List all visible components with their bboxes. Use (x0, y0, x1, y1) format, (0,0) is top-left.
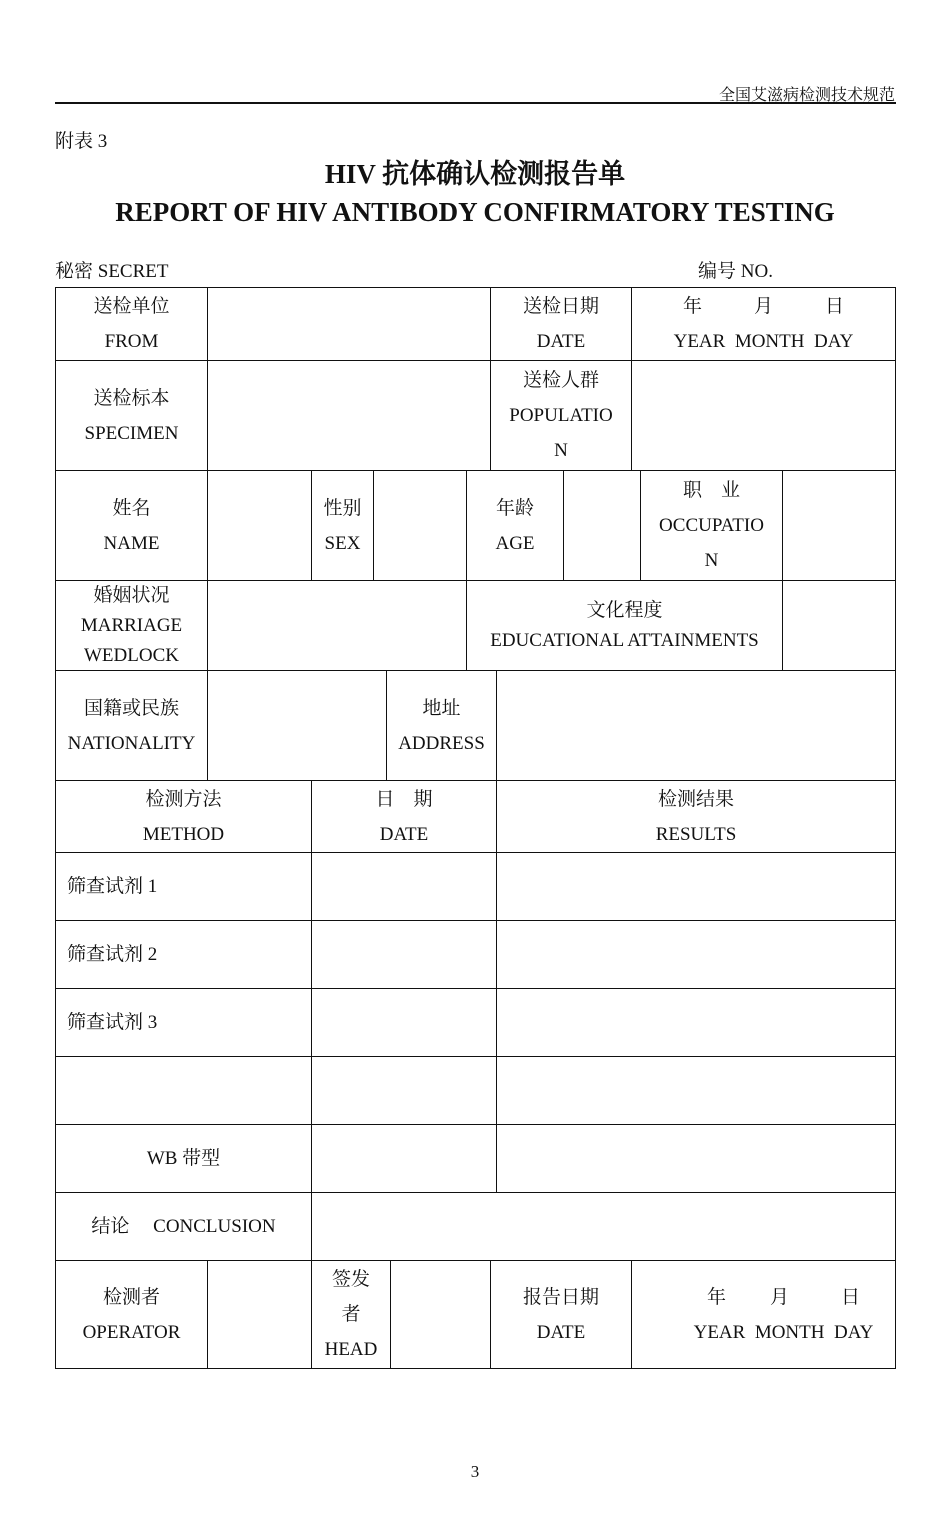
name-label-cell (55, 470, 208, 581)
wb-band-date-field[interactable] (311, 1124, 497, 1193)
nationality-label-cell (55, 670, 208, 781)
wb-band-label: WB 带型 (146, 1148, 221, 1169)
secret-label: 秘密 SECRET (55, 261, 169, 282)
screening-reagent-2-date-field[interactable] (311, 920, 497, 989)
from-label-cell (55, 287, 208, 361)
conclusion-value-field[interactable] (311, 1192, 896, 1261)
report-date-label-cell (490, 1260, 632, 1369)
sex-label-zh: 性别 (323, 497, 362, 519)
age-label-en: AGE (495, 532, 535, 554)
address-value-field[interactable] (496, 670, 896, 781)
report-date-label-en: DATE (536, 1321, 586, 1343)
population-value-field[interactable] (631, 360, 896, 471)
screening-reagent-3-label (55, 988, 312, 1057)
specimen-label-en: SPECIMEN (84, 422, 179, 444)
head-signature-field[interactable] (390, 1260, 491, 1369)
conclusion-label-cell (55, 1192, 312, 1261)
operator-label-zh: 检测者 (102, 1286, 160, 1308)
from-label-zh: 送检单位 (93, 296, 170, 317)
address-label-zh: 地址 (422, 697, 461, 719)
operator-label-cell (55, 1260, 208, 1369)
screening-reagent-2-result-field[interactable] (496, 920, 896, 989)
marriage-label-en1: MARRIAGE (80, 614, 183, 636)
screening-reagent-3-text: 筛查试剂 3 (67, 1012, 158, 1033)
title-chinese: HIV 抗体确认检测报告单 (324, 159, 626, 189)
screening-reagent-3-date-field[interactable] (311, 988, 497, 1057)
nationality-label-zh: 国籍或民族 (83, 697, 179, 719)
conclusion-label: 结论 CONCLUSION (91, 1216, 276, 1237)
name-value-field[interactable] (207, 470, 312, 581)
blank-method-field[interactable] (55, 1056, 312, 1125)
results-header-zh: 检测结果 (657, 788, 734, 810)
sex-label-cell (311, 470, 374, 581)
education-value-field[interactable] (782, 580, 896, 671)
page-number: 3 (470, 1462, 480, 1481)
appendix-label: 附表 3 (55, 131, 108, 152)
method-header-en: METHOD (142, 823, 225, 845)
running-header: 全国艾滋病检测技术规范 (718, 87, 895, 104)
name-label-zh: 姓名 (112, 497, 151, 519)
screening-reagent-2-text: 筛查试剂 2 (67, 944, 158, 965)
serial-number-label: 编号 NO. (698, 261, 773, 282)
month-zh: 月 (753, 296, 773, 317)
screening-reagent-1-label (55, 852, 312, 921)
occupation-label-en: OCCUPATION (659, 515, 764, 571)
occupation-label-cell (640, 470, 783, 581)
screening-reagent-1-date-field[interactable] (311, 852, 497, 921)
operator-signature-field[interactable] (207, 1260, 312, 1369)
address-label-cell (386, 670, 497, 781)
blank-date-field[interactable] (311, 1056, 497, 1125)
name-label-en: NAME (103, 532, 160, 554)
date-label-en: DATE (536, 331, 586, 352)
blank-result-field[interactable] (496, 1056, 896, 1125)
submit-date-field[interactable] (631, 287, 896, 361)
ymd-zh-label (683, 289, 844, 324)
specimen-value-field[interactable] (207, 360, 491, 471)
marriage-label-cell (55, 580, 208, 671)
age-value-field[interactable] (563, 470, 641, 581)
head-label-cell (311, 1260, 391, 1369)
marriage-label-en2: WEDLOCK (84, 644, 179, 666)
report-ymd-zh-label (707, 1280, 860, 1315)
screening-reagent-1-result-field[interactable] (496, 852, 896, 921)
report-month-zh: 月 (769, 1286, 789, 1308)
report-date-field[interactable] (631, 1260, 896, 1369)
nationality-label-en: NATIONALITY (67, 732, 196, 754)
head-label-zh2: 者 (341, 1304, 361, 1325)
method-header-cell (55, 780, 312, 853)
day-zh: 日 (825, 296, 845, 317)
specimen-label-zh: 送检标本 (93, 387, 170, 409)
report-date-label-zh: 报告日期 (522, 1286, 599, 1308)
population-label-zh: 送检人群 (522, 370, 599, 391)
education-label-cell (466, 580, 783, 671)
address-label-en: ADDRESS (398, 732, 485, 754)
from-label-en: FROM (104, 331, 159, 352)
occupation-value-field[interactable] (782, 470, 896, 581)
wb-band-result-field[interactable] (496, 1124, 896, 1193)
from-value-field[interactable] (207, 287, 491, 361)
screening-reagent-1-text: 筛查试剂 1 (67, 876, 158, 897)
occupation-label-zh: 职 业 (682, 480, 740, 501)
method-header-zh: 检测方法 (145, 788, 222, 810)
marriage-value-field[interactable] (207, 580, 467, 671)
test-date-header-en: DATE (379, 823, 429, 845)
year-zh: 年 (682, 296, 702, 317)
test-date-header-zh: 日 期 (375, 788, 433, 810)
test-date-header-cell (311, 780, 497, 853)
report-ymd-en-label: YEAR MONTH DAY (693, 1321, 874, 1343)
operator-label-en: OPERATOR (82, 1321, 181, 1343)
education-label-en: EDUCATIONAL ATTAINMENTS (490, 629, 759, 651)
sex-label-en: SEX (324, 532, 361, 554)
head-label-zh1: 签发 (331, 1269, 370, 1290)
specimen-label-cell (55, 360, 208, 471)
report-year-zh: 年 (706, 1286, 726, 1308)
education-label-zh: 文化程度 (586, 599, 663, 621)
header-rule (55, 102, 896, 104)
results-header-cell (496, 780, 896, 853)
wb-band-label-cell (55, 1124, 312, 1193)
date-label-zh: 送检日期 (522, 296, 599, 317)
population-label-en: POPULATION (509, 405, 613, 461)
nationality-value-field[interactable] (207, 670, 387, 781)
marriage-label-zh: 婚姻状况 (93, 584, 170, 606)
population-label-cell (490, 360, 632, 471)
screening-reagent-2-label (55, 920, 312, 989)
age-label-zh: 年龄 (495, 497, 534, 519)
screening-reagent-3-result-field[interactable] (496, 988, 896, 1057)
date-label-cell (490, 287, 632, 361)
report-form (55, 287, 896, 1369)
age-label-cell (466, 470, 564, 581)
head-label-en: HEAD (324, 1339, 378, 1360)
results-header-en: RESULTS (655, 823, 737, 845)
ymd-en-label: YEAR MONTH DAY (673, 331, 854, 352)
title-english: REPORT OF HIV ANTIBODY CONFIRMATORY TESTING (115, 197, 835, 227)
sex-value-field[interactable] (373, 470, 467, 581)
report-day-zh: 日 (841, 1286, 861, 1308)
